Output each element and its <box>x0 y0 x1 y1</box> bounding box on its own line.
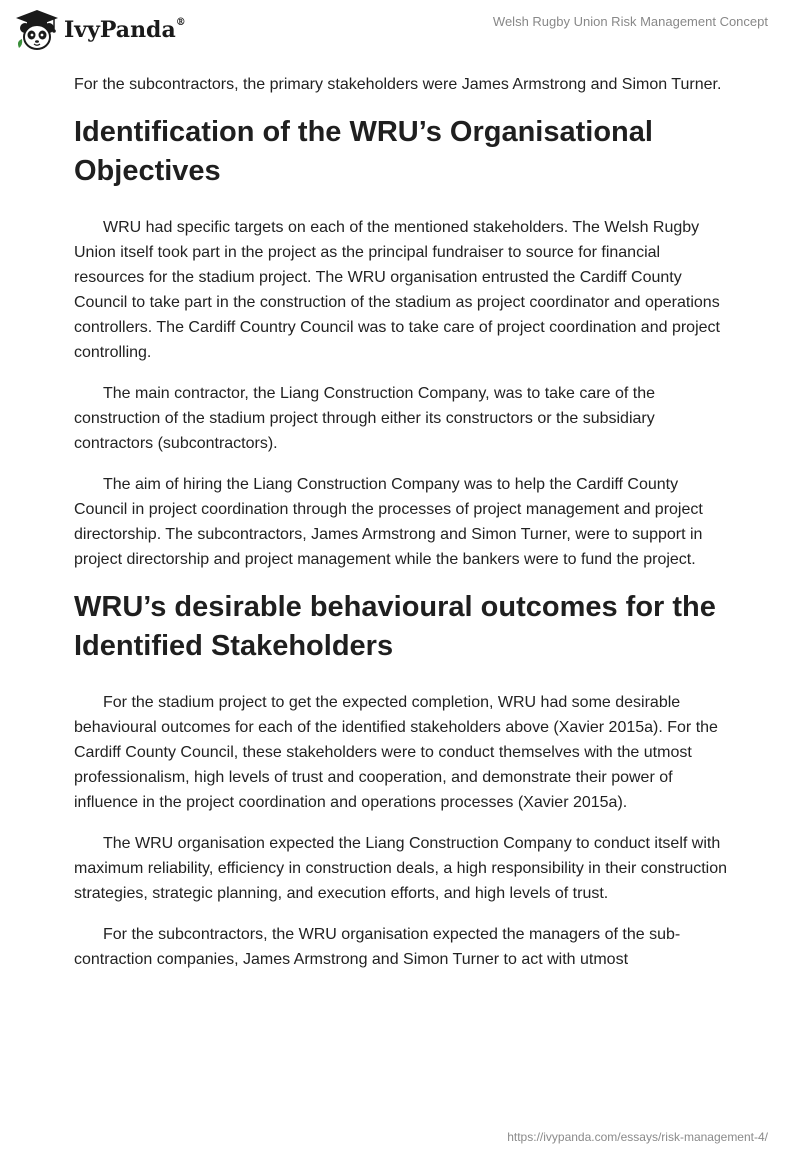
paragraph: For the stadium project to get the expected completion, WRU had some desirable behavioural outcomes for each of the identified stakeholders above (Xavier 2015a). For the Cardiff County Council, these stakeholders were to conduct themselves with the utmost professionalism, high levels of trust and cooperation, and demonstrate their power of influence in the project coordination and operations processes (Xavier 2015a). <box>74 694 718 811</box>
page-header <box>0 0 800 60</box>
document-title: Welsh Rugby Union Risk Management Concept <box>492 14 768 29</box>
paragraph: The aim of hiring the Liang Construction Company was to help the Cardiff County Council in project coordination through the processes of project management and project directorship. The subcontractors, James Armstrong and Simon Turner, were to support in project directorship and project management while the bankers were to fund the project. <box>74 476 703 568</box>
source-url[interactable]: https://ivypanda.com/essays/risk-management-4/ <box>507 1130 768 1144</box>
paragraph: For the subcontractors, the WRU organisation expected the managers of the sub-contraction companies, James Armstrong and Simon Turner to act with utmost <box>74 926 681 968</box>
ivypanda-logo[interactable] <box>14 8 186 52</box>
logo-text: IvyPanda® <box>64 16 186 43</box>
section-heading: Identification of the WRU’s Organisational Objectives <box>74 116 653 187</box>
paragraph: The WRU organisation expected the Liang Construction Company to conduct itself with maximum reliability, efficiency in construction deals, a high responsibility in their construction strategies, strategic planning, and execution efforts, and high levels of trust. <box>74 835 728 902</box>
section-heading: WRU’s desirable behavioural outcomes for the Identified Stakeholders <box>74 591 716 662</box>
registered-mark: ® <box>175 16 186 28</box>
article-body <box>74 72 729 988</box>
paragraph: For the subcontractors, the primary stakeholders were James Armstrong and Simon Turner. <box>74 76 722 93</box>
paragraph: The main contractor, the Liang Construction Company, was to take care of the construction of the stadium project through either its constructors or the subsidiary contractors (subcontractors). <box>74 385 655 452</box>
panda-graduate-icon <box>14 8 60 52</box>
paragraph: WRU had specific targets on each of the mentioned stakeholders. The Welsh Rugby Union itself took part in the project as the principal fundraiser to source for financial resources for the stadium project. The WRU organisation entrusted the Cardiff County Council to take part in the construction of the stadium as project coordinator and operations controllers. The Cardiff Country Council was to take care of project coordination and project controlling. <box>74 219 720 361</box>
